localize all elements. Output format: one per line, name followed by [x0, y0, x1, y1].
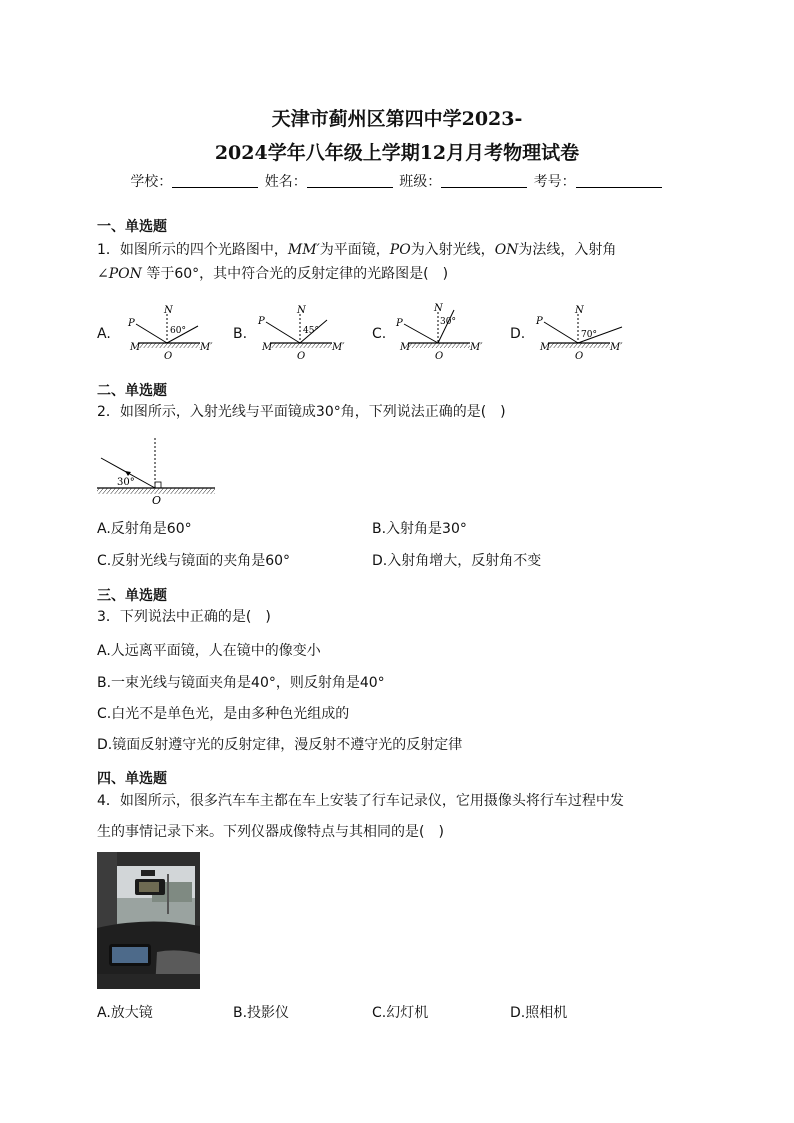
q3-option-d[interactable]: D.镜面反射遵守光的反射定律，漫反射不遵守光的反射定律 — [97, 737, 463, 753]
label-n: N — [297, 305, 306, 316]
question-2: 2．如图所示，入射光线与平面镜成30°角，下列说法正确的是( ) — [97, 404, 506, 420]
label-m2: M′ — [610, 342, 623, 353]
q3-option-b[interactable]: B.一束光线与镜面夹角是40°，则反射角是40° — [97, 675, 385, 691]
label-n: N — [575, 305, 584, 316]
label-n: N — [434, 303, 443, 314]
q1-text-b: 为平面镜， — [319, 242, 390, 258]
question-3: 3．下列说法中正确的是( ) — [97, 609, 271, 625]
q2-label-o: O — [152, 494, 162, 507]
label-m2: M′ — [470, 342, 483, 353]
q1-angle: ∠PON — [97, 266, 142, 282]
label-m: M — [262, 342, 273, 353]
section-4-heading: 四、单选题 — [97, 771, 167, 787]
label-m2: M′ — [200, 342, 213, 353]
label-p: P — [536, 316, 543, 327]
q2-option-b[interactable]: B.入射角是30° — [372, 521, 467, 537]
q2-diagram — [95, 436, 219, 510]
number-blank[interactable] — [576, 173, 662, 188]
dashcam-photo — [97, 852, 200, 989]
number-label: 考号： — [533, 174, 576, 190]
q1-text-e: 等于60°，其中符合光的反射定律的光路图是( ) — [141, 266, 449, 282]
question-4-line-2: 生的事情记录下来。下列仪器成像特点与其相同的是( ) — [97, 824, 444, 840]
q3-option-a[interactable]: A.人远离平面镜，人在镜中的像变小 — [97, 643, 321, 659]
label-o: O — [435, 351, 444, 362]
q2-option-d[interactable]: D.入射角增大，反射角不变 — [372, 553, 542, 569]
name-blank[interactable] — [307, 173, 393, 188]
class-label: 班级： — [399, 174, 442, 190]
label-o: O — [575, 351, 584, 362]
q1-on: ON — [494, 242, 519, 258]
q4-option-d[interactable]: D.照相机 — [510, 1005, 568, 1021]
label-p: P — [128, 318, 135, 329]
angle-label-a: 60° — [170, 326, 186, 336]
q4-option-b[interactable]: B.投影仪 — [233, 1005, 290, 1021]
question-1 — [97, 238, 697, 286]
section-3-heading: 三、单选题 — [97, 588, 167, 604]
label-m2: M′ — [332, 342, 345, 353]
label-p: P — [396, 318, 403, 329]
name-label: 姓名： — [264, 174, 307, 190]
q4-option-a[interactable]: A.放大镜 — [97, 1005, 153, 1021]
q2-option-c[interactable]: C.反射光线与镜面的夹角是60° — [97, 553, 291, 569]
q1-mm: MM′ — [287, 242, 320, 258]
label-m: M — [130, 342, 141, 353]
q1-diagram-c — [388, 300, 488, 364]
q4-option-c[interactable]: C.幻灯机 — [372, 1005, 429, 1021]
q1-text-c: 为入射光线， — [410, 242, 495, 258]
q1-option-b[interactable]: B. — [233, 326, 248, 342]
section-1-heading: 一、单选题 — [97, 219, 167, 235]
q1-diagram-a — [118, 302, 218, 364]
label-p: P — [258, 316, 265, 327]
q1-option-c[interactable]: C. — [372, 326, 387, 342]
title-line-2: 2024学年八年级上学期12月月考物理试卷 — [214, 142, 580, 164]
q1-diagram-b — [250, 302, 350, 364]
section-2-heading: 二、单选题 — [97, 383, 167, 399]
label-o: O — [297, 351, 306, 362]
class-blank[interactable] — [441, 173, 527, 188]
angle-label-c: 30° — [440, 317, 456, 327]
q1-text-a: 1．如图所示的四个光路图中， — [97, 242, 288, 258]
title-line-1: 天津市蓟州区第四中学2023- — [271, 108, 523, 130]
label-n: N — [164, 305, 173, 316]
school-label: 学校： — [130, 174, 173, 190]
label-m: M — [540, 342, 551, 353]
angle-label-b: 45° — [303, 326, 319, 336]
student-info — [0, 171, 794, 191]
angle-label-d: 70° — [581, 330, 597, 340]
question-4-line-1: 4．如图所示，很多汽车车主都在车上安装了行车记录仪，它用摄像头将行车过程中发 — [97, 793, 624, 809]
q2-angle-label: 30° — [117, 477, 135, 488]
school-blank[interactable] — [172, 173, 258, 188]
label-m: M — [400, 342, 411, 353]
q1-po: PO — [389, 242, 411, 258]
q1-diagram-d — [528, 302, 628, 364]
q1-text-d: 为法线，入射角 — [518, 242, 617, 258]
q1-option-a[interactable]: A. — [97, 326, 111, 342]
label-o: O — [164, 351, 173, 362]
q1-option-d[interactable]: D. — [510, 326, 526, 342]
q2-option-a[interactable]: A.反射角是60° — [97, 521, 192, 537]
q3-option-c[interactable]: C.白光不是单色光，是由多种色光组成的 — [97, 706, 350, 722]
